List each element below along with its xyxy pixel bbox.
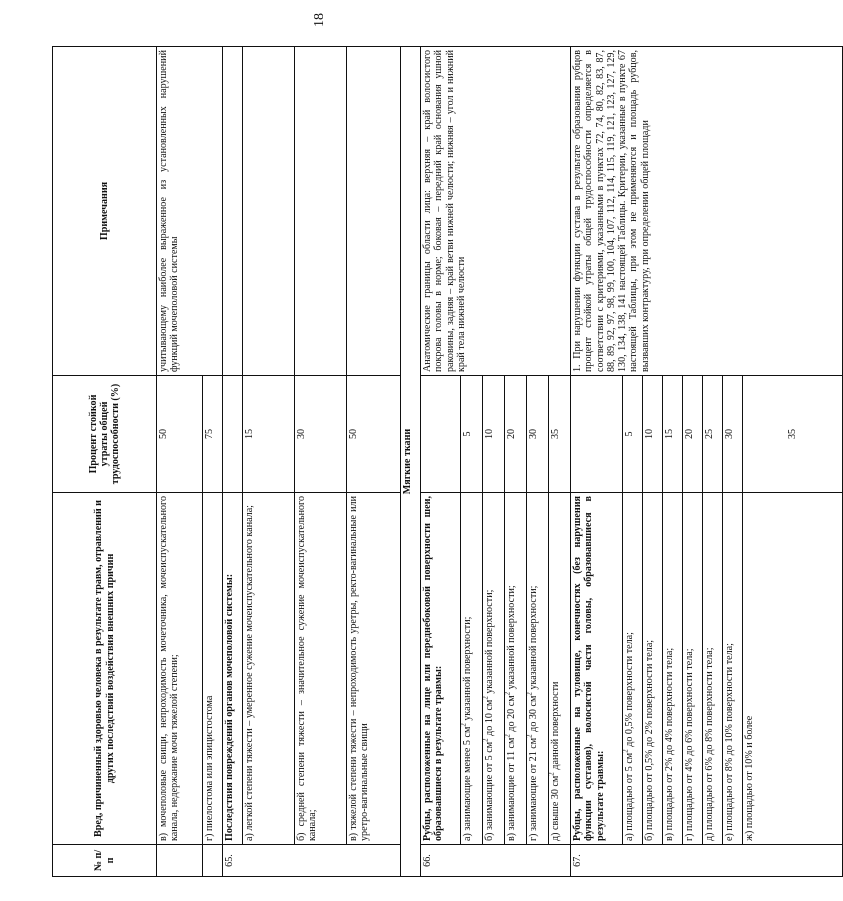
harm-cell: г) занимающие от 21 $см^2$ до 30 $см^2$ указанной поверхности; xyxy=(527,493,549,845)
header-percent: Процент стойкой утраты общей трудоспособности (%) xyxy=(53,376,157,493)
harm-cell: ж) площадью от 10% и более xyxy=(743,493,843,845)
percent-cell: 35 xyxy=(743,376,843,493)
percent-cell: 10 xyxy=(483,376,505,493)
page-number xyxy=(309,0,331,40)
row-num-cell: 65. xyxy=(223,845,401,877)
superscript-two: 2 xyxy=(547,772,556,776)
percent-cell: 5 xyxy=(623,376,643,493)
row-num-cell xyxy=(203,845,223,877)
harm-cell: б) занимающие от 5 $см^2$ до 10 $см^2$ указанной поверхности; xyxy=(483,493,505,845)
table-row xyxy=(157,47,203,877)
percent-cell xyxy=(571,376,623,493)
harm-cell: в) мочеполовые свищи, непроходимость мочеточника, мочеиспускательного канала, недержание мочи тяжелой степени; xyxy=(157,493,203,845)
superscript-two: 2 xyxy=(525,734,534,738)
superscript-two: 2 xyxy=(503,734,512,738)
harm-cell: е) площадью от 8% до 10% поверхности тела; xyxy=(723,493,743,845)
table-row xyxy=(223,47,243,877)
harm-cell: б) средней степени тяжести – значительное сужение мочеиспускательного канала; xyxy=(295,493,347,845)
superscript-two: 2 xyxy=(481,696,490,700)
injury-table xyxy=(52,46,843,877)
harm-cell: д) площадью от 6% до 8% поверхности тела; xyxy=(703,493,723,845)
note-cell: 1. При нарушении функции сустава в результате образования рубцов процент стойкой утраты общей трудоспособности определяется в соответствии с критериями, указанными в пунктах 72, 74, 80, 82, 83, 87, 88, 89, 92, 97, 98, 99, 100, 104, 107, 112, 114, 115, 119, 121, 123, 127, 129, 130, 134, 138, 141 настоящей Таблицы. Критерии, указанные в пункте 67 настоящей Таблицы, при этом не применяются и площадь рубцов, вызвавших контрактуру, при определении общей площади xyxy=(571,47,843,376)
header-notes: Примечания xyxy=(53,47,157,376)
percent-cell xyxy=(421,376,461,493)
percent-cell: 50 xyxy=(347,376,401,493)
percent-cell: 30 xyxy=(723,376,743,493)
superscript-two: 2 xyxy=(503,691,512,696)
row-num-cell: 67. xyxy=(571,845,843,877)
harm-cell: а) площадью от 5 $см^2$ до 0,5% поверхности тела; xyxy=(623,493,643,845)
row-num-cell: 66. xyxy=(421,845,571,877)
table-header-row xyxy=(53,47,157,877)
harm-cell: в) площадью от 2% до 4% поверхности тела; xyxy=(663,493,683,845)
harm-cell: д) свыше 30 $см^2$ данной поверхности xyxy=(549,493,571,845)
table-row xyxy=(347,47,401,877)
section-title: Мягкие ткани xyxy=(401,47,421,877)
row-num-cell xyxy=(157,845,203,877)
harm-cell: а) легкой степени тяжести – умеренное сужение мочеиспускательного канала; xyxy=(243,493,295,845)
harm-cell: в) тяжелой степени тяжести – непроходимость уретры, ректо-вагинальные или уретро-вагинальные свищи xyxy=(347,493,401,845)
harm-text: а) занимающие менее 5 $см^2$ указанной поверхности; xyxy=(459,616,473,841)
percent-cell: 30 xyxy=(527,376,549,493)
rotated-table-container xyxy=(52,47,798,877)
percent-cell: 30 xyxy=(295,376,347,493)
harm-cell xyxy=(461,493,483,845)
header-num: № п/п xyxy=(53,845,157,877)
percent-cell: 15 xyxy=(243,376,295,493)
percent-cell: 35 xyxy=(549,376,571,493)
percent-cell: 50 xyxy=(157,376,203,493)
harm-cell: б) площадью от 0,5% до 2% поверхности тела; xyxy=(643,493,663,845)
item-title-cell: Рубцы, расположенные на туловище, конечностях (без нарушения функции суставов), волосистой части головы, образовавшиеся в результате травмы: xyxy=(571,493,623,845)
note-cell xyxy=(295,47,347,376)
item-title-cell: Последствия повреждений органов мочеполовой системы: xyxy=(223,493,243,845)
table-row xyxy=(295,47,347,877)
table-row xyxy=(421,47,461,877)
superscript-two: 2 xyxy=(481,738,490,742)
percent-cell: 5 xyxy=(461,376,483,493)
percent-cell: 20 xyxy=(683,376,703,493)
percent-cell: 20 xyxy=(505,376,527,493)
page-number-text: 18 xyxy=(312,13,327,27)
note-cell xyxy=(223,47,243,376)
harm-cell: в) занимающие от 11 $см^2$ до 20 $см^2$ указанной поверхности; xyxy=(505,493,527,845)
percent-cell: 15 xyxy=(663,376,683,493)
superscript-two: 2 xyxy=(459,723,468,727)
table-row xyxy=(243,47,295,877)
percent-cell: 25 xyxy=(703,376,723,493)
superscript-two: 2 xyxy=(621,749,630,753)
header-harm: Вред, причиненный здоровью человека в результате травм, отравлений и других последствий воздействия внешних причин xyxy=(53,493,157,845)
percent-cell: 75 xyxy=(203,376,223,493)
superscript-two: 2 xyxy=(525,692,534,696)
item-title-cell: Рубцы, расположенные на лице или переднебоковой поверхности шеи, образовавшиеся в результате травмы: xyxy=(421,493,461,845)
harm-cell: г) пиелостома или эпицистостома xyxy=(203,493,223,845)
harm-cell: г) площадью от 4% до 6% поверхности тела; xyxy=(683,493,703,845)
note-cell: учитывающему наиболее выраженное из установленных нарушений функций мочеполовой системы xyxy=(157,47,223,376)
percent-cell xyxy=(223,376,243,493)
note-cell: Анатомические границы области лица: верхняя – край волосистого покрова головы в норме; боковая – передний край основания ушной раковины, задняя – край ветви нижней челюсти; нижняя – угол и нижний край тела нижней челюсти xyxy=(421,47,571,376)
percent-cell: 10 xyxy=(643,376,663,493)
table-row xyxy=(571,47,623,877)
note-cell xyxy=(243,47,295,376)
section-row xyxy=(401,47,421,877)
note-cell xyxy=(347,47,401,376)
